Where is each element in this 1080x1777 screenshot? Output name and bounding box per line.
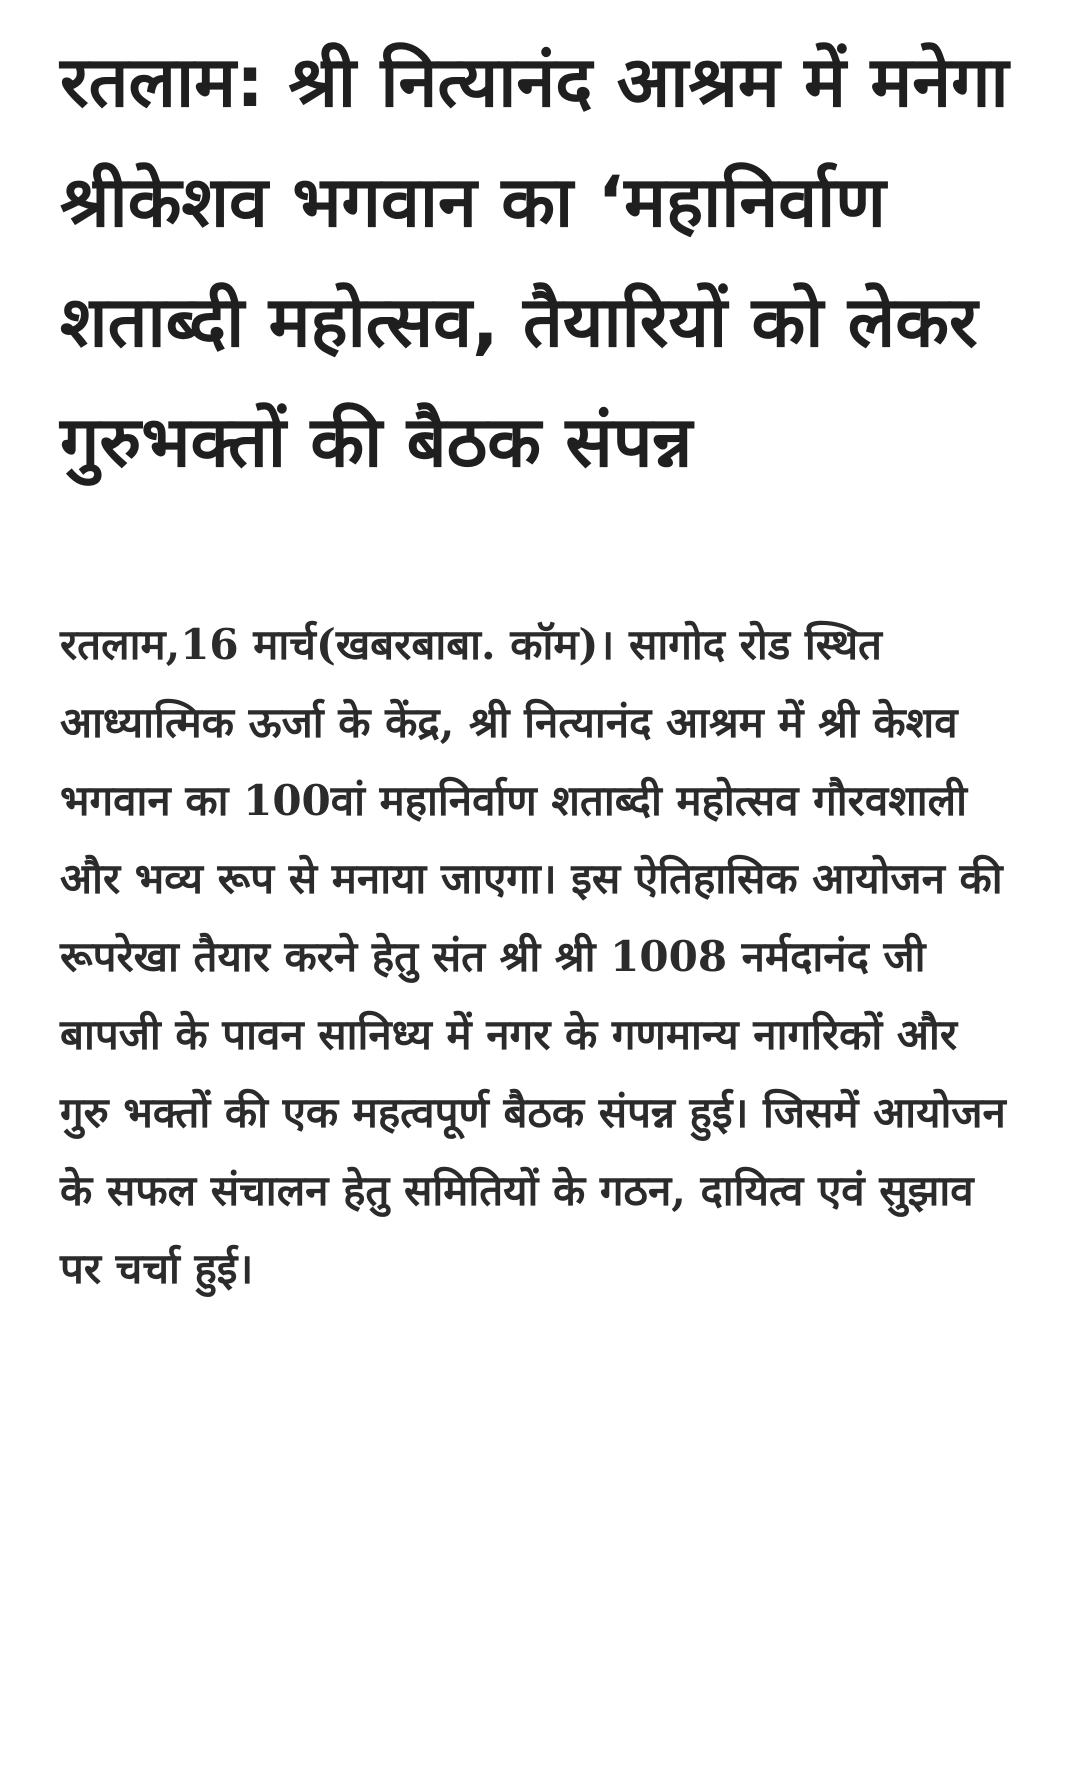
article-headline: रतलाम: श्री नित्यानंद आश्रम में मनेगा श्रीकेशव भगवान का ‘महानिर्वाण शताब्दी महोत्सव, तैयारियों को लेकर गुरुभक्तों की बैठक संपन्न — [60, 41, 1009, 483]
article-body: रतलाम,16 मार्च(खबरबाबा. कॉम)। सागोद रोड स्थित आध्यात्मिक ऊर्जा के केंद्र, श्री नित्यानंद आश्रम में श्री केशव भगवान का 100वां महानिर्वाण शताब्दी महोत्सव गौरवशाली और भव्य रूप से मनाया जाएगा। इस ऐतिहासिक आयोजन की रूपरेखा तैयार करने हेतु संत श्री श्री 1008 नर्मदानंद जी बापजी के पावन सानिध्य में नगर के गणमान्य नागरिकों और गुरु भक्तों की एक महत्वपूर्ण बैठक संपन्न हुई। जिसमें आयोजन के सफल संचालन हेतु समितियों के गठन, दायित्व एवं सुझाव पर चर्चा हुई। — [60, 620, 1006, 1293]
article — [60, 0, 1020, 1308]
